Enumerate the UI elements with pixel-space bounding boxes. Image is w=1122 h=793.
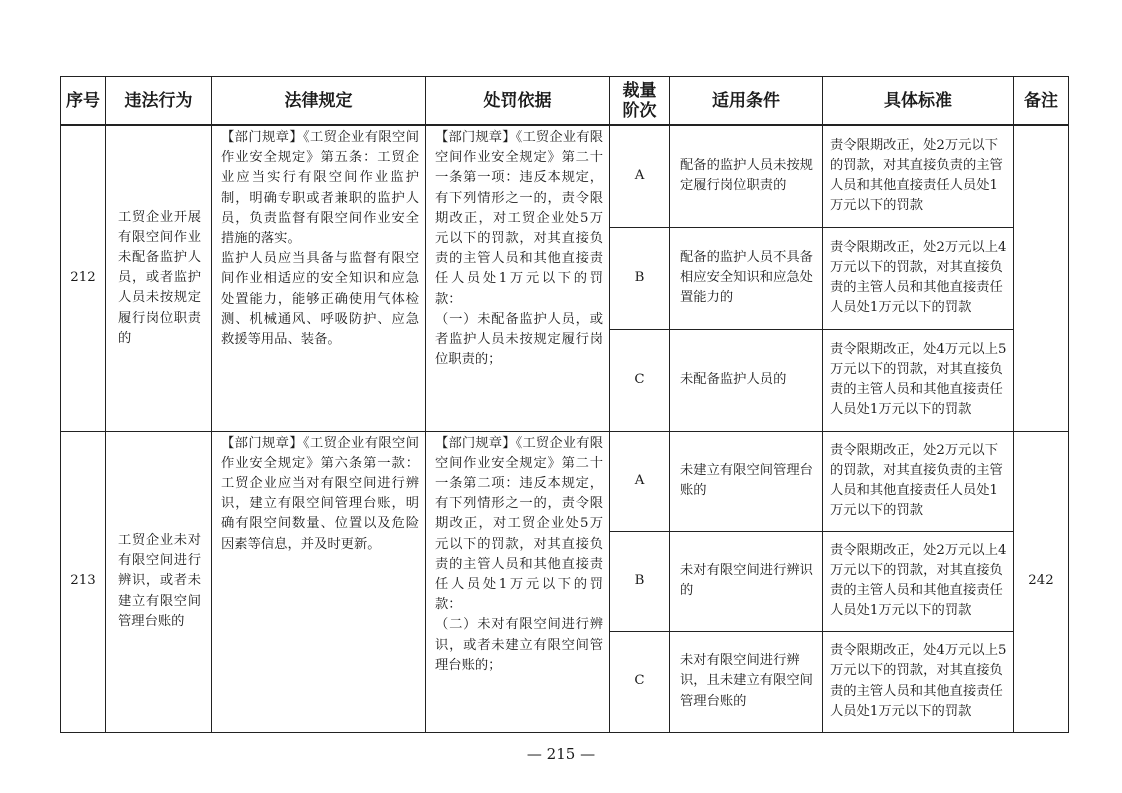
law-cell xyxy=(212,125,426,431)
standard-cell: 责令限期改正，处2万元以下的罚款，对其直接负责的主管人员和其他直接责任人员处1万元以下的罚款 xyxy=(823,431,1014,531)
table-row xyxy=(61,431,1069,531)
header-seq: 序号 xyxy=(61,77,106,126)
grade-cell: B xyxy=(610,227,670,329)
condition-cell: 未配备监护人员的 xyxy=(670,329,823,431)
header-grade xyxy=(610,77,670,126)
header-violation: 违法行为 xyxy=(106,77,212,126)
grade-cell: A xyxy=(610,431,670,531)
header-standard: 具体标准 xyxy=(823,77,1014,126)
basis-cell xyxy=(426,125,610,431)
condition-cell: 未对有限空间进行辨识的 xyxy=(670,531,823,631)
standard-cell: 责令限期改正，处4万元以上5万元以下的罚款，对其直接负责的主管人员和其他直接责任人员处1万元以下的罚款 xyxy=(823,329,1014,431)
standard-cell: 责令限期改正，处2万元以上4万元以下的罚款，对其直接负责的主管人员和其他直接责任人员处1万元以下的罚款 xyxy=(823,531,1014,631)
basis-cell xyxy=(426,431,610,732)
remark-cell xyxy=(1014,125,1069,431)
grade-cell: A xyxy=(610,125,670,227)
law-text: 【部门规章】《工贸企业有限空间作业安全规定》第五条：工贸企业应当实行有限空间作业监护制，明确专职或者兼职的监护人员，负责监督有限空间作业安全措施的落实。 监护人员应当具备与监督有限空间作业相适应的安全知识和应急处置能力，能够正确使用气体检测、机械通风、呼吸防护、应急救援等用品、装备。 xyxy=(221,130,419,348)
row-seq: 212 xyxy=(61,125,106,431)
violation-cell: 工贸企业开展有限空间作业未配备监护人员，或者监护人员未按规定履行岗位职责的 xyxy=(106,125,212,431)
remark-cell: 242 xyxy=(1014,431,1069,732)
header-remark: 备注 xyxy=(1014,77,1069,126)
table-row xyxy=(61,125,1069,227)
condition-cell: 配备的监护人员未按规定履行岗位职责的 xyxy=(670,125,823,227)
grade-cell: C xyxy=(610,631,670,732)
standard-cell: 责令限期改正，处2万元以上4万元以下的罚款，对其直接负责的主管人员和其他直接责任人员处1万元以下的罚款 xyxy=(823,227,1014,329)
header-law: 法律规定 xyxy=(212,77,426,126)
grade-cell: B xyxy=(610,531,670,631)
basis-text: 【部门规章】《工贸企业有限空间作业安全规定》第二十一条第二项：违反本规定，有下列情形之一的，责令限期改正，对工贸企业处5万元以下的罚款，对其直接负责的主管人员和其他直接责任人员处1万元以下的罚款： （二）未对有限空间进行辨识，或者未建立有限空间管理台账的； xyxy=(435,435,603,673)
penalty-standard-table xyxy=(60,76,1069,733)
page-number: — 215 — xyxy=(526,745,596,763)
basis-text: 【部门规章】《工贸企业有限空间作业安全规定》第二十一条第一项：违反本规定，有下列情形之一的，责令限期改正，对工贸企业处5万元以下的罚款，对其直接负责的主管人员和其他直接责任人员处1万元以下的罚款： （一）未配备监护人员，或者监护人员未按规定履行岗位职责的； xyxy=(435,130,603,368)
header-grade-line2: 阶次 xyxy=(622,100,657,121)
header-basis: 处罚依据 xyxy=(426,77,610,126)
law-text: 【部门规章】《工贸企业有限空间作业安全规定》第六条第一款：工贸企业应当对有限空间进行辨识，建立有限空间管理台账，明确有限空间数量、位置以及危险因素等信息，并及时更新。 xyxy=(221,435,419,552)
table-header-row xyxy=(61,77,1069,126)
standard-cell: 责令限期改正，处4万元以上5万元以下的罚款，对其直接负责的主管人员和其他直接责任人员处1万元以下的罚款 xyxy=(823,631,1014,732)
grade-cell: C xyxy=(610,329,670,431)
header-condition: 适用条件 xyxy=(670,77,823,126)
law-cell xyxy=(212,431,426,732)
violation-cell: 工贸企业未对有限空间进行辨识，或者未建立有限空间管理台账的 xyxy=(106,431,212,732)
condition-cell: 未建立有限空间管理台账的 xyxy=(670,431,823,531)
header-grade-line1: 裁量 xyxy=(622,80,657,101)
condition-cell: 未对有限空间进行辨识，且未建立有限空间管理台账的 xyxy=(670,631,823,732)
row-seq: 213 xyxy=(61,431,106,732)
standard-cell: 责令限期改正，处2万元以下的罚款，对其直接负责的主管人员和其他直接责任人员处1万元以下的罚款 xyxy=(823,125,1014,227)
condition-cell: 配备的监护人员不具备相应安全知识和应急处置能力的 xyxy=(670,227,823,329)
